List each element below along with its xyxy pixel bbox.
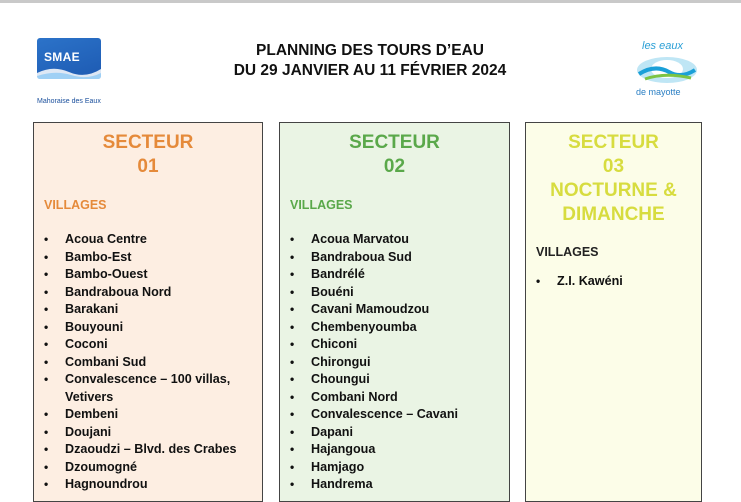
logo-right-line2: de mayotte	[636, 87, 681, 97]
villages-heading: VILLAGES	[536, 245, 599, 259]
list-item: • Bandrélé	[290, 266, 509, 284]
list-item: • Hagnoundrou	[44, 476, 262, 494]
smae-logo-subtitle: Mahoraise des Eaux	[37, 98, 101, 105]
list-item: • Cavani Mamoudzou	[290, 301, 509, 319]
list-item: • Barakani	[44, 301, 262, 319]
list-item: • Acoua Centre	[44, 231, 262, 249]
page-title	[150, 41, 590, 81]
sector-title-line: 01	[137, 156, 159, 177]
title-line-2: DU 29 JANVIER AU 11 FÉVRIER 2024	[233, 62, 507, 79]
wave-icon	[37, 63, 101, 79]
sector-03-panel	[525, 122, 702, 502]
sector-02-panel	[279, 122, 510, 502]
sector-title-line: SECTEUR	[102, 132, 194, 153]
title-line-1: PLANNING DES TOURS D’EAU	[256, 42, 484, 59]
list-item: • Chirongui	[290, 354, 509, 372]
list-item: • Dembeni	[44, 406, 262, 424]
list-item: • Hamjago	[290, 459, 509, 477]
list-item: • Bouyouni	[44, 319, 262, 337]
les-eaux-de-mayotte-logo	[630, 38, 706, 100]
sector-title-line: 02	[383, 156, 406, 177]
sector-title-line: DIMANCHE	[562, 204, 665, 225]
list-item: • Dapani	[290, 424, 509, 442]
sector-title-line: SECTEUR	[568, 132, 659, 153]
list-item: • Bandraboua Sud	[290, 249, 509, 267]
smae-logo-badge	[37, 38, 101, 79]
sector-title-line: NOCTURNE &	[550, 180, 677, 201]
list-item: • Doujani	[44, 424, 262, 442]
list-item: • Hajangoua	[290, 441, 509, 459]
village-list	[34, 231, 262, 494]
sector-02-title	[280, 131, 509, 179]
list-item: • Bambo-Ouest	[44, 266, 262, 284]
logo-right-line1: les eaux	[642, 40, 683, 52]
sector-title-line: SECTEUR	[349, 132, 440, 153]
smae-logo	[37, 38, 107, 108]
list-item: • Z.I. Kawéni	[536, 273, 701, 291]
list-item: • Chembenyoumba	[290, 319, 509, 337]
list-item: • Acoua Marvatou	[290, 231, 509, 249]
list-item: • Bandraboua Nord	[44, 284, 262, 302]
list-item: • Convalescence – Cavani	[290, 406, 509, 424]
water-splash-icon	[635, 52, 699, 86]
list-item: • Combani Nord	[290, 389, 509, 407]
list-item: • Combani Sud	[44, 354, 262, 372]
sector-title-line: 03	[602, 156, 625, 177]
villages-heading: VILLAGES	[44, 198, 107, 212]
top-border	[0, 0, 741, 3]
list-item: • Convalescence – 100 villas, Vetivers	[44, 371, 262, 406]
list-item: • Chiconi	[290, 336, 509, 354]
sector-01-panel	[33, 122, 263, 502]
list-item: • Coconi	[44, 336, 262, 354]
villages-heading: VILLAGES	[290, 198, 353, 212]
list-item: • Choungui	[290, 371, 509, 389]
sector-01-title	[34, 131, 262, 179]
sector-03-title	[526, 131, 701, 227]
village-list	[526, 273, 701, 291]
list-item: • Bambo-Est	[44, 249, 262, 267]
list-item: • Dzaoudzi – Blvd. des Crabes	[44, 441, 262, 459]
village-list	[280, 231, 509, 494]
list-item: • Bouéni	[290, 284, 509, 302]
list-item: • Dzoumogné	[44, 459, 262, 477]
list-item: • Handrema	[290, 476, 509, 494]
smae-logo-text: SMAE	[44, 50, 80, 64]
